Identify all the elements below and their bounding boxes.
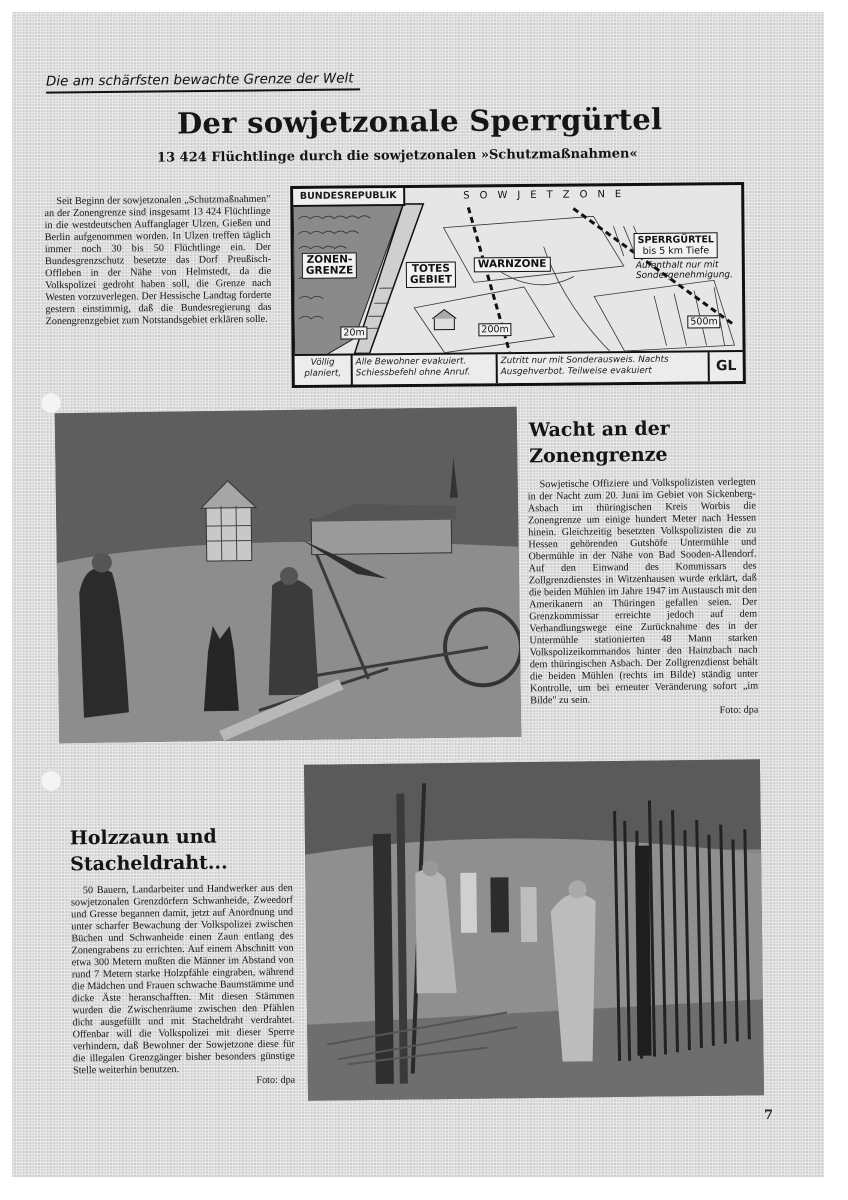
label-sperrguertel: [634, 232, 719, 259]
map-artist-monogram: GL: [715, 358, 737, 375]
sperrguertel-title: SPERRGÜRTEL: [637, 234, 715, 246]
region-label-bundesrepublik: BUNDESREPUBLIK: [293, 188, 405, 207]
article-title-wacht: Wacht an der Zonengrenze: [528, 417, 670, 468]
legend-sperrguertel: Zutritt nur mit Sonderausweis. Nachts Ausgehverbot. Teilweise evakuiert: [498, 352, 710, 383]
label-totes-gebiet: TOTES GEBIET: [406, 262, 456, 288]
page-number: 7: [764, 1108, 774, 1123]
photo-fence-building: [304, 759, 764, 1101]
newspaper-page: [12, 12, 824, 1177]
intro-paragraph: Seit Beginn der sowjetzonalen „Schutzmaßnahmen" an der Zonengrenze sind insgesamt 13 424 Flüchtlinge in die westdeutschen Auffanglager Ulzen, Gießen und Berlin aufgenommen worden. In Ulzen treffen täglich immer noch 30 bis 50 Flüchtlinge ein. Der Bundesgrenzschutz besetzte das Dorf Preußisch-Offleben in der Nähe von Helmstedt, da die Volkspolizei gedroht haben soll, die Grenze nach Westen vorzuverlegen. Der Hessische Landtag forderte gestern einstimmig, daß die Bundesregierung das Zonengrenzgebiet zum Notstandsgebiet erklären solle.: [44, 193, 272, 328]
border-zone-map: [290, 182, 746, 388]
distance-500m: 500m: [687, 315, 721, 328]
legend-totes-gebiet: Völlig planiert,: [295, 355, 353, 385]
label-zonengrenze: ZONEN- GRENZE: [302, 252, 358, 278]
punch-hole: [40, 770, 62, 792]
legend-warnzone: Alle Bewohner evakuiert. Schiessbefehl ohne Anruf.: [353, 354, 498, 384]
sperrguertel-depth: bis 5 km Tiefe: [642, 245, 710, 257]
kicker-line: Die am schärfsten bewachte Grenze der Welt: [46, 70, 360, 93]
headline: Der sowjetzonale Sperrgürtel: [176, 102, 663, 141]
photo-fence-image: [304, 759, 764, 1101]
photo-credit: Foto: dpa: [256, 1074, 296, 1087]
article-body-wacht: [528, 477, 759, 720]
map-legend-footer: [295, 350, 743, 385]
sperrguertel-note: Aufenthalt nur mit Sondergenehmigung.: [635, 260, 733, 281]
article-paragraph: Sowjetische Offiziere und Volkspolizisten verlegten in der Nacht zum 20. Juni im Gebiet von Sickenberg-Asbach im thüringischen Kreis Worbis die Zonengrenze um einige hundert Meter nach Hessen hinein. Gleichzeitig besetzten Volkspolizisten die zu Hessen gehörenden Gutshöfe Untermühle und Obermühle in der Nähe von Bad Sooden-Allendorf. Auf den Einwand des Kommissars des Zollgrenzdienstes in Witzenhausen wurde erklärt, daß die beiden Mühlen im Jahre 1947 im Austausch mit den Amerikanern an Thüringen gefallen seien. Der Grenzkommissar erreichte jedoch auf dem Verhandlungswege eine Zurücknahme des in der Untermühle stationierten 48 Mann starken Volkspolizeikommandos hinter den Hainzbach nach dem thüringischen Asbach. Der Zollgrenzdienst behält die beiden Mühlen (rechts im Bilde) ständig unter Kontrolle, um bei erneuter Veränderung sofort „im Bilde" zu sein.: [527, 476, 759, 707]
article-paragraph: 50 Bauern, Landarbeiter und Handwerker aus den sowjetzonalen Grenzdörfern Schwanheide, Zweedorf und Gresse begannen damit, jetzt auf Anordnung und unter scharfer Bewachung der Volkspolizei zwischen Büchen und Schwanheide einen Zaun entlang des Zonengrabens zu errichten. Auf einem Abschnitt von etwa 300 Metern mußten die Männer im Abstand von rund 7 Metern starke Holzpfähle eingraben, während die Mädchen und Frauen schwache Baumstämme und dicke Äste heranschafften. Mit diesen Stämmen wurden die Zwischenräume zwischen den Pfählen dicht ausgefüllt und mit Stacheldraht verdrahtet. Offenbar will die Volkspolizei mit dieser Sperre verhindern, daß Bewohner der Sowjetzone diese für die illegalen Grenzgänger bisher besonders günstige Stelle weiterhin benutzen.: [70, 882, 295, 1077]
article-body-holzzaun: [71, 883, 295, 1090]
photo-guards-image: [55, 407, 522, 743]
distance-20m: 20m: [340, 326, 367, 339]
intro-article: [44, 194, 271, 328]
article-title-holzzaun: Holzzaun und Stacheldraht...: [69, 825, 228, 876]
distance-200m: 200m: [478, 323, 512, 336]
photo-credit: Foto: dpa: [719, 704, 759, 717]
photo-border-guards: [55, 407, 522, 743]
punch-hole: [40, 392, 62, 414]
subheadline: 13 424 Flüchtlinge durch die sowjetzonalen »Schutzmaßnahmen«: [156, 146, 638, 166]
label-warnzone: WARNZONE: [474, 257, 551, 273]
region-label-sowjetzone: SOWJETZONE: [463, 189, 632, 202]
